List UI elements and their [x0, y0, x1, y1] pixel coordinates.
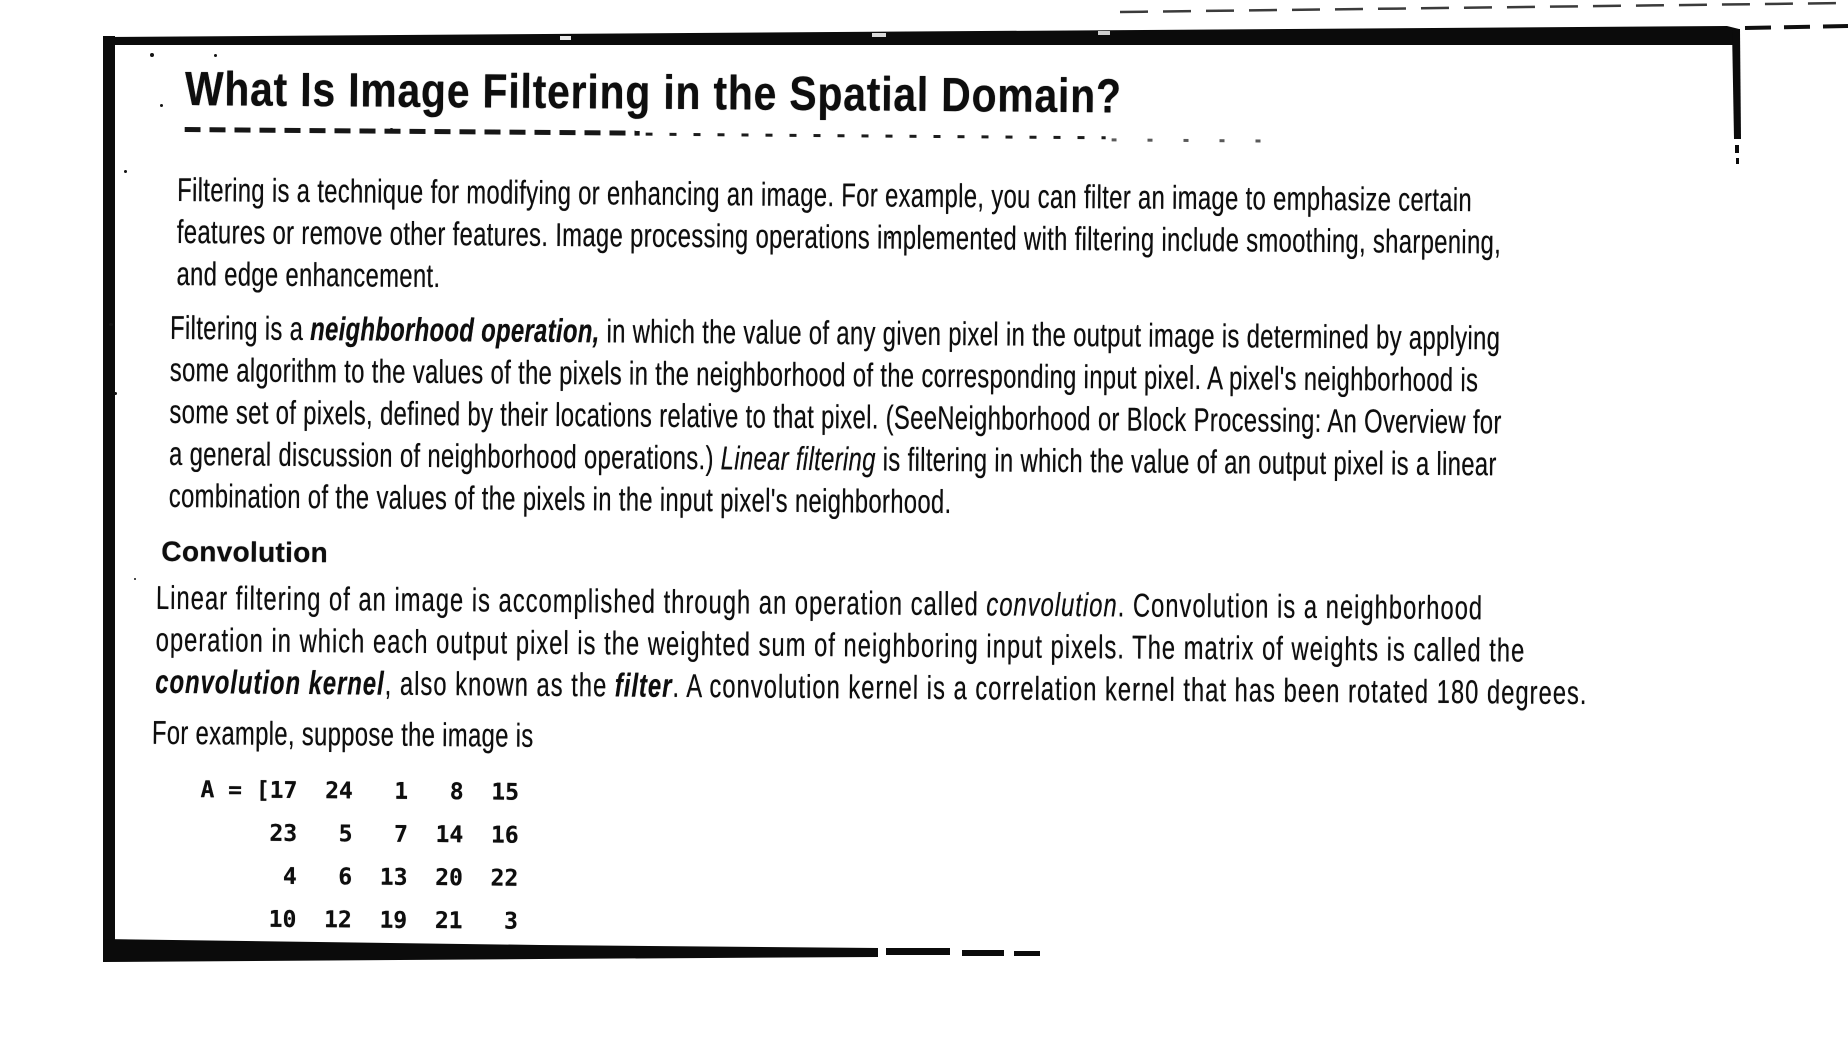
intro-paragraph [176, 169, 1501, 305]
example-lead-in: For example, suppose the image is [151, 713, 534, 754]
title-underline-sparse [646, 133, 1106, 140]
text-line: convolution kernel, also known as the filter. A convolution kernel is a correlation kernel that has been rotated 180 degrees. [155, 662, 1588, 712]
convolution-heading: Convolution [161, 535, 329, 569]
convolution-paragraph [155, 577, 1588, 714]
title-underline-dense [185, 127, 640, 136]
text-line: combination of the values of the pixels in the input pixel's neighborhood. [168, 476, 952, 521]
text-line: Linear filtering of an image is accomplished through an operation called convolution. Convolution is a neighborhood [155, 578, 1484, 627]
matrix-block [199, 769, 519, 943]
matrix-row: 10 12 19 21 3 [199, 906, 519, 935]
text-line: features or remove other features. Image processing operations implemented with filtering include smoothing, sharpening, [176, 212, 1502, 261]
neighborhood-paragraph [169, 307, 1503, 527]
matrix-row: A = [17 24 1 8 15 [200, 777, 520, 806]
text-line: Filtering is a neighborhood operation, in which the value of any given pixel in the output image is determined by applying [169, 308, 1501, 357]
text-line: and edge enhancement. [176, 254, 441, 295]
text-line: Filtering is a technique for modifying or enhancing an image. For example, you can filter an image to emphasize certain [177, 170, 1473, 219]
text-line: operation in which each output pixel is the weighted sum of neighboring input pixels. The matrix of weights is called the [155, 620, 1526, 669]
matrix-row: 4 6 13 20 22 [199, 863, 519, 892]
matrix-row: 23 5 7 14 16 [200, 820, 519, 849]
title-underline-dots [1112, 138, 1262, 142]
text-line: some set of pixels, defined by their locations relative to that pixel. (SeeNeighborhood or Block Processing: An Overview for [169, 392, 1502, 441]
text-line: some algorithm to the values of the pixels in the neighborhood of the corresponding input pixel. A pixel's neighborhood is [169, 350, 1479, 399]
text-line: a general discussion of neighborhood operations.) Linear filtering is filtering in which the value of an output pixel is a linear [169, 434, 1497, 483]
page-title: What Is Image Filtering in the Spatial Domain? [184, 63, 1122, 124]
